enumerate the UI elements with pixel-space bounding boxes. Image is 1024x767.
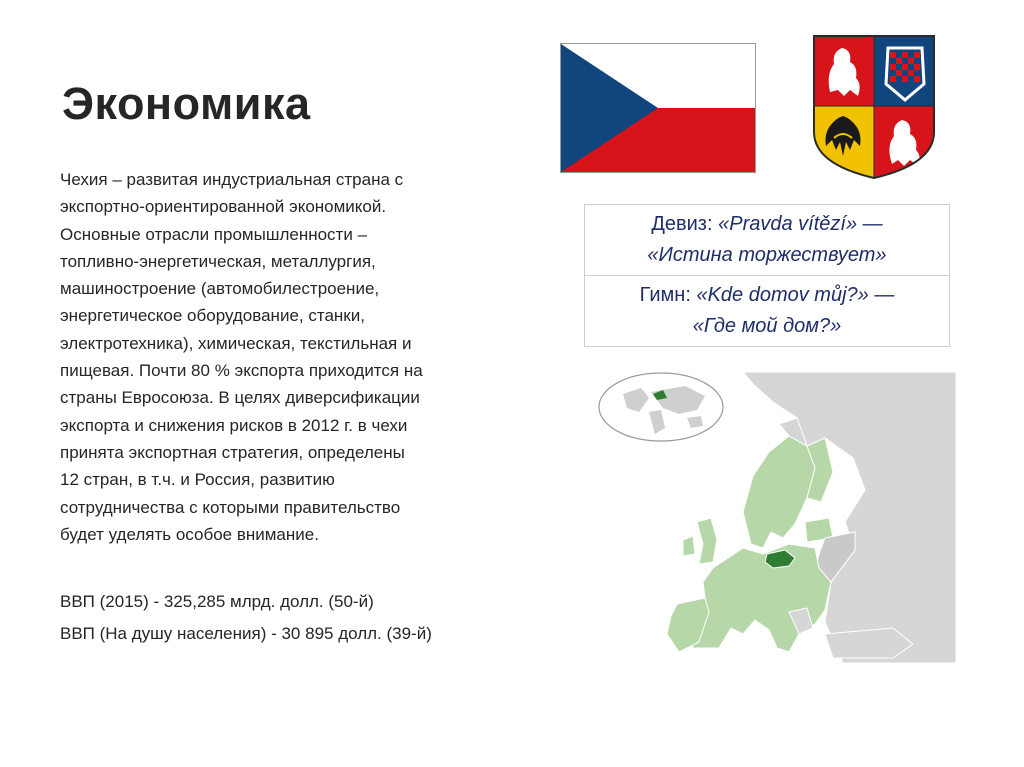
czech-coat-of-arms-icon (812, 34, 936, 180)
czech-flag (560, 43, 756, 173)
body-line: экспорта и снижения рисков в 2012 г. в чехи (60, 415, 408, 435)
europe-locator-map (593, 372, 956, 663)
body-line: сотрудничества с которыми правительство (60, 497, 401, 517)
motto-row: Девиз: «Pravda vítězí» — «Истина торжествует» (647, 213, 887, 266)
anthem-original: «Kde domov můj?» — (696, 284, 895, 306)
body-line: топливно-энергетическая, металлургия, (60, 251, 376, 271)
anthem-row: Гимн: «Kde domov můj?» — «Где мой дом?» (585, 275, 949, 346)
motto-original: «Pravda vítězí» — (718, 213, 883, 235)
body-line: пищевая. Почти 80 % экспорта приходится на (60, 361, 423, 381)
motto-label: Девиз (651, 213, 707, 235)
body-line: Чехия – развитая индустриальная страна с (60, 170, 404, 189)
body-line: энергетическое оборудование, станки, (60, 306, 365, 326)
body-line: принята экспортная стратегия, определены (60, 442, 405, 462)
czech-flag-graphic (561, 44, 755, 172)
body-line: Основные отрасли промышленности – (60, 224, 368, 244)
gdp-total: ВВП (2015) - 325,285 млрд. долл. (50-й) (60, 592, 374, 611)
anthem-label: Гимн (639, 284, 686, 306)
body-line: экспортно-ориентированной экономикой. (60, 197, 387, 217)
slide-title: Экономика (62, 78, 311, 129)
body-line: машиностроение (автомобилестроение, (60, 279, 380, 299)
gdp-per-capita: ВВП (На душу населения) - 30 895 долл. (39-й) (60, 624, 432, 643)
anthem-translation: «Где мой дом?» (692, 315, 842, 337)
body-line: электротехника), химическая, текстильная и (60, 333, 412, 353)
body-line: страны Евросоюза. В целях диверсификации (60, 388, 420, 408)
economy-description (60, 166, 510, 548)
motto-anthem-table (584, 204, 950, 347)
body-line: 12 стран, в т.ч. и Россия, развитию (60, 470, 335, 490)
motto-translation: «Истина торжествует» (647, 244, 887, 266)
body-line: будет уделять особое внимание. (60, 524, 319, 544)
